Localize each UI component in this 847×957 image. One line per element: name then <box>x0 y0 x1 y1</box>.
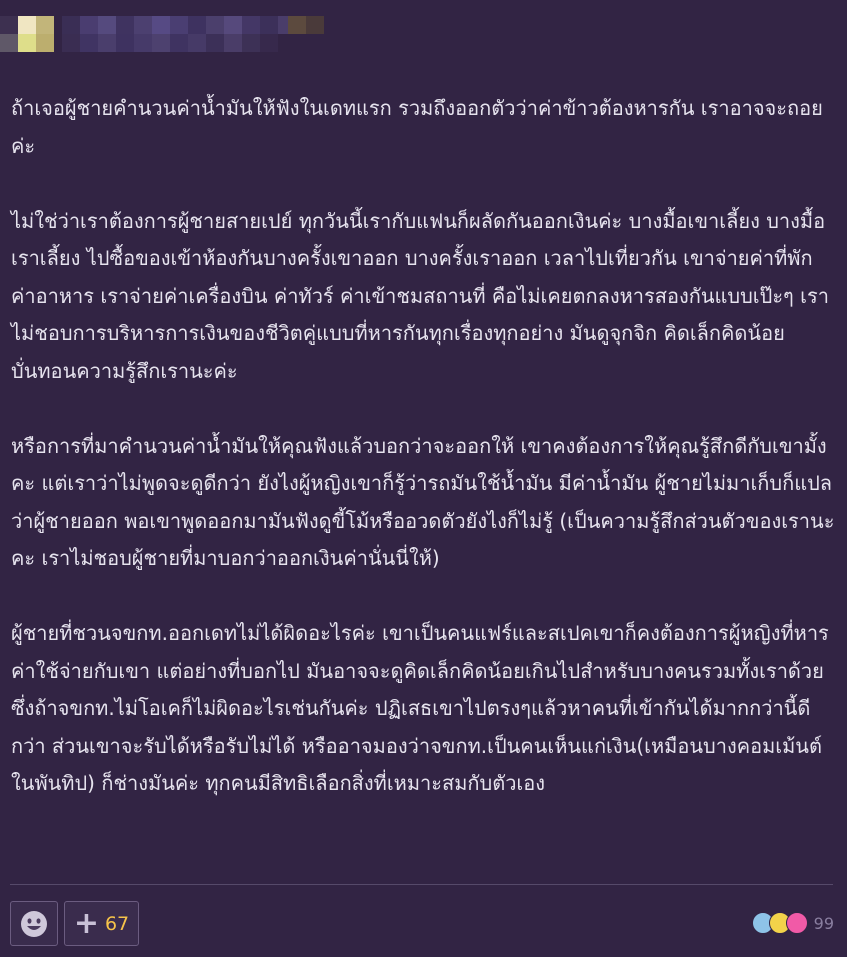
blurred-badge <box>288 16 324 34</box>
reaction-count: 99 <box>813 913 834 933</box>
paragraph-3: หรือการที่มาคำนวนค่าน้ำมันให้คุณฟังแล้วบอกว่าจะออกให้ เขาคงต้องการให้คุณรู้สึกดีกับเขามั้งคะ แต่เราว่าไม่พูดจะดูดีกว่า ยังไงผู้หญิงเขาก็รู้ว่ารถมันใช้น้ำมัน มีค่าน้ำมัน ผู้ชายไม่มาเก็บก็แปลว่าผู้ชายออก พอเขาพูดออกมามันฟังดูขี้โม้หรืออวดตัวยังไงก็ไม่รู้ (เป็นความรู้สึกส่วนตัวของเรานะคะ เราไม่ชอบผู้ชายที่มาบอกว่าออกเงินค่านั่นนี่ให้) <box>11 433 835 570</box>
paragraph-4: ผู้ชายที่ชวนจขกท.ออกเดทไม่ได้ผิดอะไรค่ะ เขาเป็นคนแฟร์และสเปคเขาก็คงต้องการผู้หญิงที่หารค่าใช้จ่ายกับเขา แต่อย่างที่บอกไป มันอาจจะดูคิดเล็กคิดน้อยเกินไปสำหรับบางคนรวมทั้งเราด้วย ซึ่งถ้าจขกท.ไม่โอเคก็ไม่ผิดอะไรเช่นกันค่ะ ปฏิเสธเขาไปตรงๆแล้วหาคนที่เข้ากันได้มากกว่านี้ดีกว่า ส่วนเขาจะรับได้หรือรับไม่ได้ หรืออาจมองว่าจขกท.เป็นคนเห็นแก่เงิน(เหมือนบางคอมเม้นต์ในพันทิป) ก็ช่างมันค่ะ ทุกคนมีสิทธิเลือกสิ่งที่เหมาะสมกับตัวเอง <box>11 621 829 795</box>
comment-footer <box>10 901 139 946</box>
paragraph-2: ไม่ใช่ว่าเราต้องการผู้ชายสายเปย์ ทุกวันนี้เรากับแฟนก็ผลัดกันออกเงินค่ะ บางมื้อเขาเลี้ยง บางมื้อเราเลี้ยง ไปซื้อของเข้าห้องกันบางครั้งเขาออก บางครั้งเราออก เวลาไปเที่ยวกัน เขาจ่ายค่าที่พัก ค่าอาหาร เราจ่ายค่าเครื่องบิน ค่าทัวร์ ค่าเข้าชมสถานที่ คือไม่เคยตกลงหารสองกันแบบเป๊ะๆ เราไม่ชอบการบริหารการเงินของชีวิตคู่แบบที่หารกันทุกเรื่องทุกอย่าง มันดูจุกจิก คิดเล็กคิดน้อย บั่นทอนความรู้สึกเรานะค่ะ <box>11 208 829 383</box>
comment-body <box>11 90 836 803</box>
smiley-icon <box>19 909 49 939</box>
reaction-icons <box>752 912 808 934</box>
blurred-avatar-lower <box>0 34 54 52</box>
divider <box>10 884 833 885</box>
emotion-button[interactable] <box>10 901 58 946</box>
reaction-summary[interactable] <box>752 912 834 934</box>
blurred-username <box>62 16 314 34</box>
blurred-avatar <box>0 16 54 34</box>
vote-plus-button[interactable] <box>64 901 139 946</box>
vote-count: 67 <box>104 912 130 935</box>
paragraph-1: ถ้าเจอผู้ชายคำนวนค่าน้ำมันให้ฟังในเดทแรก รวมถึงออกตัวว่าค่าข้าวต้องหารกัน เราอาจจะถอยค่ะ <box>11 96 823 158</box>
plus-icon: + <box>73 905 99 941</box>
blurred-meta <box>62 34 278 52</box>
user-header <box>0 0 847 72</box>
love-emoji-icon <box>786 912 808 934</box>
